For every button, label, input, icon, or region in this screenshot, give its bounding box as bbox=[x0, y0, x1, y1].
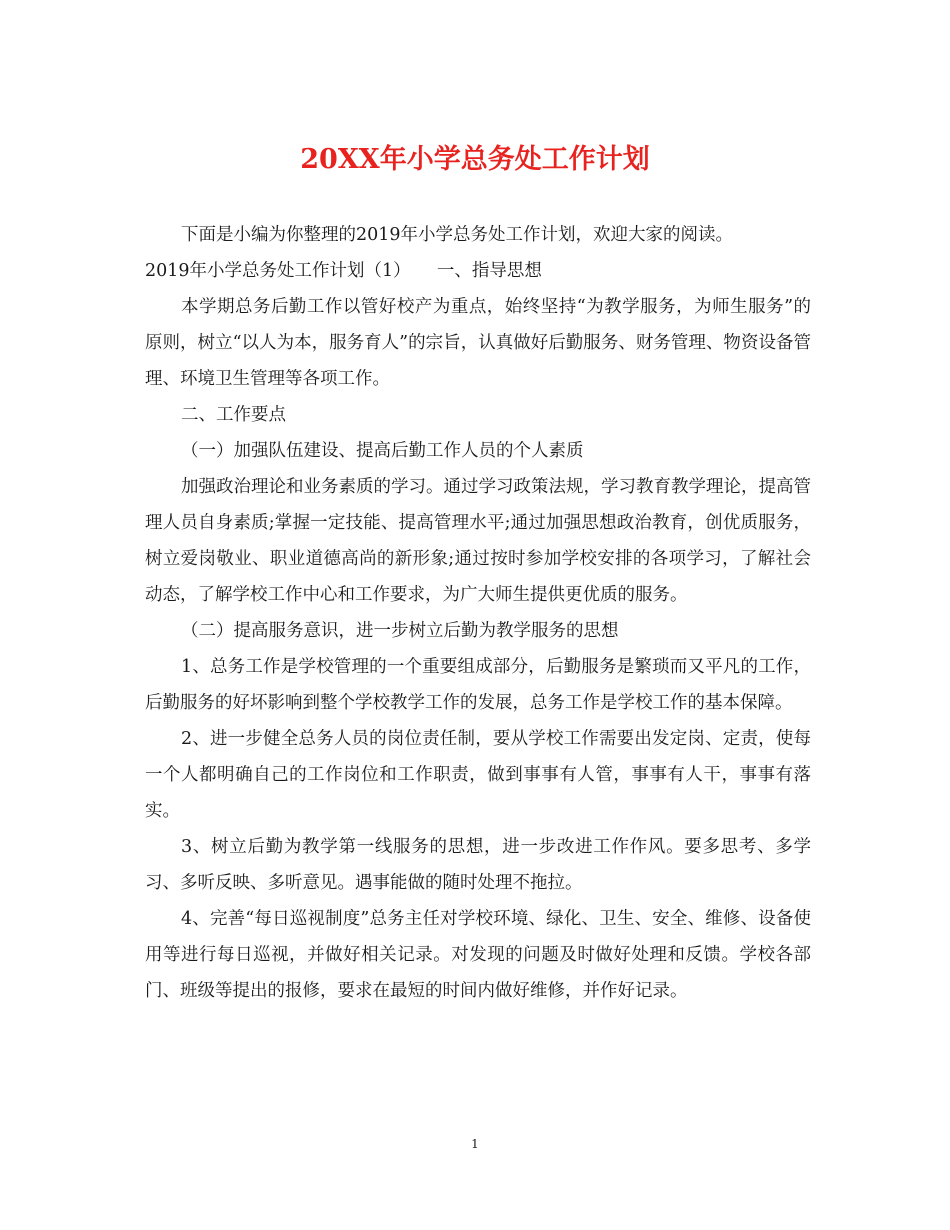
document-body bbox=[145, 217, 811, 1009]
section-heading-work-points: 二、工作要点 bbox=[181, 405, 286, 425]
page-number: 1 bbox=[471, 1137, 479, 1151]
team-building-paragraph: 加强政治理论和业务素质的学习。通过学习政策法规，学习教育教学理论，提高管理人员自身素质;掌握一定技能、提高管理水平;通过加强思想政治教育，创优质服务，树立爱岗敬业、职业道德高尚的新形象;通过按时参加学校安排的各项学习，了解社会动态，了解学校工作中心和工作要求，为广大师生提供更优质的服务。 bbox=[145, 477, 811, 605]
plan-subtitle-line: 2019年小学总务处工作计划（1） 一、指导思想 bbox=[145, 261, 542, 281]
list-item-4: 4、完善“每日巡视制度”总务主任对学校环境、绿化、卫生、安全、维修、设备使用等进行每日巡视，并做好相关记录。对发现的问题及时做好处理和反馈。学校各部门、班级等提出的报修，要求在最短的时间内做好维修，并作好记录。 bbox=[145, 909, 811, 1001]
document-title: 20XX年小学总务处工作计划 bbox=[300, 144, 650, 175]
guiding-idea-paragraph: 本学期总务后勤工作以管好校产为重点，始终坚持“为教学服务，为师生服务”的原则，树立“以人为本，服务育人”的宗旨，认真做好后勤服务、财务管理、物资设备管理、环境卫生管理等各项工作。 bbox=[145, 297, 811, 389]
intro-paragraph: 下面是小编为你整理的2019年小学总务处工作计划，欢迎大家的阅读。 bbox=[181, 225, 734, 245]
list-item-2: 2、进一步健全总务人员的岗位责任制，要从学校工作需要出发定岗、定责，使每一个人都明确自己的工作岗位和工作职责，做到事事有人管，事事有人干，事事有落实。 bbox=[145, 729, 811, 821]
subsection-heading-2: （二）提高服务意识，进一步树立后勤为教学服务的思想 bbox=[181, 621, 619, 641]
list-item-1: 1、总务工作是学校管理的一个重要组成部分，后勤服务是繁琐而又平凡的工作，后勤服务的好坏影响到整个学校教学工作的发展，总务工作是学校工作的基本保障。 bbox=[145, 657, 811, 713]
subsection-heading-1: （一）加强队伍建设、提高后勤工作人员的个人素质 bbox=[181, 441, 584, 461]
list-item-3: 3、树立后勤为教学第一线服务的思想，进一步改进工作作风。要多思考、多学习、多听反映、多听意见。遇事能做的随时处理不拖拉。 bbox=[145, 837, 811, 893]
